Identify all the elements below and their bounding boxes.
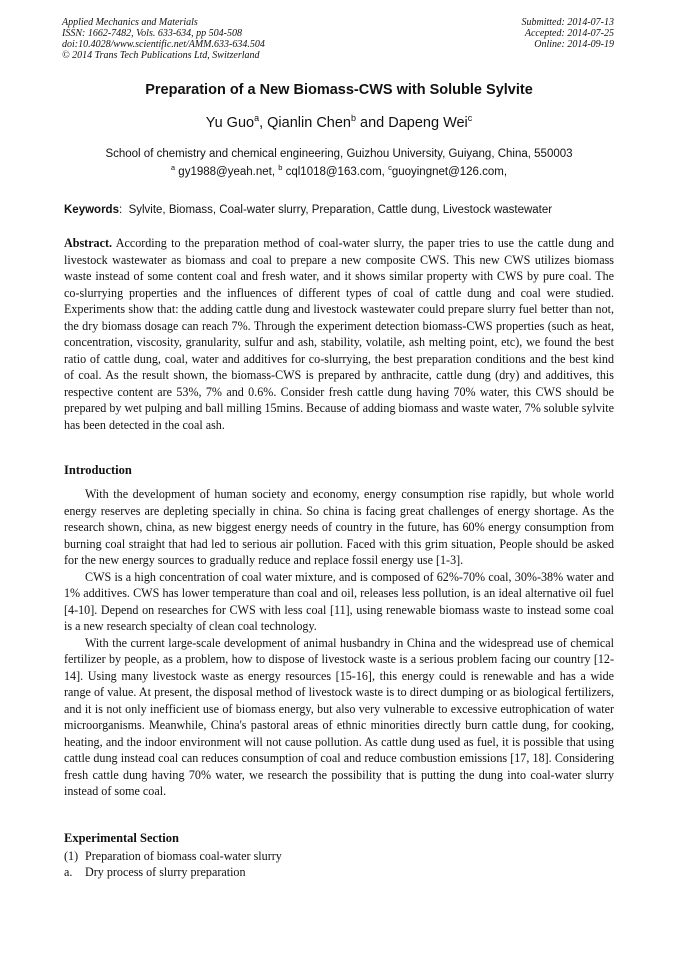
journal-doi[interactable]: doi:10.4028/www.scientific.net/AMM.633-634.504 (62, 39, 265, 50)
email-address[interactable]: cql1018@163.com, (285, 166, 385, 178)
paragraph: With the current large-scale development of animal husbandry in China and the widespread use of chemical fertilizer by people, as a problem, how to dispose of livestock waste is a serious problem facing our country [12-14]. Using many livestock waste as energy resources [15-16], this energy could is renewable and has a wide range of value. At present, the disposal method of livestock waste is to direct dumping or as biological fertilizers, and it is not only inefficient use of biomass energy, but also very vulnerable to excessive eutrophication of water microorganisms. Meanwhile, China's pastoral areas of ethnic minorities directly burn cattle dung, for cooking, heating, and the indoor environment will not cause pollution. As cattle dung used as fuel, it is possible that using cattle dung instead coal can reduces consumption of coal and reduce combustion emissions [17, 18]. Considering fresh cattle dung having 70% water, we research the possibility that is putting the dung into coal-water slurry instead of some coal. (64, 635, 614, 798)
online-date: Online: 2014-09-19 (534, 39, 614, 50)
journal-name: Applied Mechanics and Materials (62, 17, 198, 28)
email-marker: b (278, 163, 283, 172)
list-item-label: (1) (64, 849, 79, 863)
section-heading-experimental: Experimental Section (64, 831, 179, 845)
author-name: Qianlin Chen (267, 115, 351, 131)
author-separator: and (356, 115, 389, 131)
journal-copyright: © 2014 Trans Tech Publications Ltd, Switzerland (62, 50, 260, 61)
submitted-date: Submitted: 2014-07-13 (521, 17, 614, 28)
list-item (64, 849, 282, 864)
keywords-line: Keywords: Sylvite, Biomass, Coal-water slurry, Preparation, Cattle dung, Livestock wastewater (64, 204, 553, 216)
journal-header (62, 17, 265, 61)
email-address[interactable]: guoyingnet@126.com, (391, 166, 508, 178)
author-separator: , (259, 115, 268, 131)
keywords-label: Keywords (64, 204, 119, 216)
abstract-label: Abstract. (64, 236, 113, 250)
journal-issn: ISSN: 1662-7482, Vols. 633-634, pp 504-508 (62, 28, 242, 39)
section-heading-introduction: Introduction (64, 463, 132, 477)
email-marker: a (170, 163, 176, 172)
submission-dates (522, 17, 615, 50)
email-list (0, 163, 678, 178)
abstract-text: According to the preparation method of coal-water slurry, the paper tries to use the cattle dung and livestock wastewater as biomass and coal to prepare a new composite CWS. This new CWS utilizes biomass waste instead of some content coal and fresh water, and it shows similar property with CWS by pure coal. The co-slurrying properties and the influences of different types of coal of cattle dung and coal were studied. Experiments show that: the adding cattle dung and livestock wastewater could prepare slurry fuel better than not, the dry biomass dosage can reach 7%. Through the experiment detection biomass-CWS properties (such as heat, concentration, viscosity, granularity, sulfur and ash, stability, volatile, ash melting point, etc), we found the best ratio of cattle dung, coal, water and additives for co-slurrying, the best preparation conditions and the best kind of coal. As the result shown, the biomass-CWS is prepared by anthracite, cattle dung (dry) and additives, this respective content are 53%, 7% and 0.6%. Consider fresh cattle dung having 70% water, this CWS should be prepared by wet pulping and ball milling 15mins. Because of adding biomass and waste water, 7% soluble sylvite has been detected in the coal ash. (64, 236, 614, 432)
author-affil-marker: c (467, 113, 473, 123)
list-item (64, 865, 246, 880)
author-affil-marker: a (254, 113, 260, 123)
author-name: Dapeng Wei (388, 115, 468, 131)
list-item-label: a. (64, 865, 73, 879)
paper-title: Preparation of a New Biomass-CWS with Soluble Sylvite (145, 82, 533, 98)
email-address[interactable]: gy1988@yeah.net, (178, 166, 276, 178)
accepted-date: Accepted: 2014-07-25 (524, 28, 614, 39)
author-name: Yu Guo (205, 115, 255, 131)
author-list (0, 115, 678, 131)
paragraph: With the development of human society and economy, energy consumption rise rapidly, but whole world energy reserves are depleting specially in china. So china is facing great challenges of energy shortage. As the research shown, china, as new biggest energy needs of country in the future, has 60% energy consumption from burning coal straight that had led to serious air pollution. Faced with this grim situation, People should be asked for the new energy sources to gradually reduce and replace fossil energy use [1-3]. (64, 487, 614, 567)
abstract (64, 235, 614, 433)
affiliation: School of chemistry and chemical engineering, Guizhou University, Guiyang, China, 550003 (105, 148, 573, 160)
list-item-text: Dry process of slurry preparation (85, 865, 246, 879)
introduction-body (64, 486, 614, 800)
paragraph: CWS is a high concentration of coal water mixture, and is composed of 62%-70% coal, 30%-38% water and 1% additives. CWS has lower temperature than coal and oil, releases less pollution, is an ideal alternative oil fuel [4-10]. Depend on researches for CWS with less coal [11], using renewable biomass waste to instead some coal is a new research specialty of clean coal technology. (64, 569, 614, 633)
keywords-text: Sylvite, Biomass, Coal-water slurry, Preparation, Cattle dung, Livestock wastewater (128, 204, 553, 216)
author-affil-marker: b (350, 113, 356, 123)
email-marker: c (388, 163, 392, 172)
list-item-text: Preparation of biomass coal-water slurry (85, 849, 282, 863)
